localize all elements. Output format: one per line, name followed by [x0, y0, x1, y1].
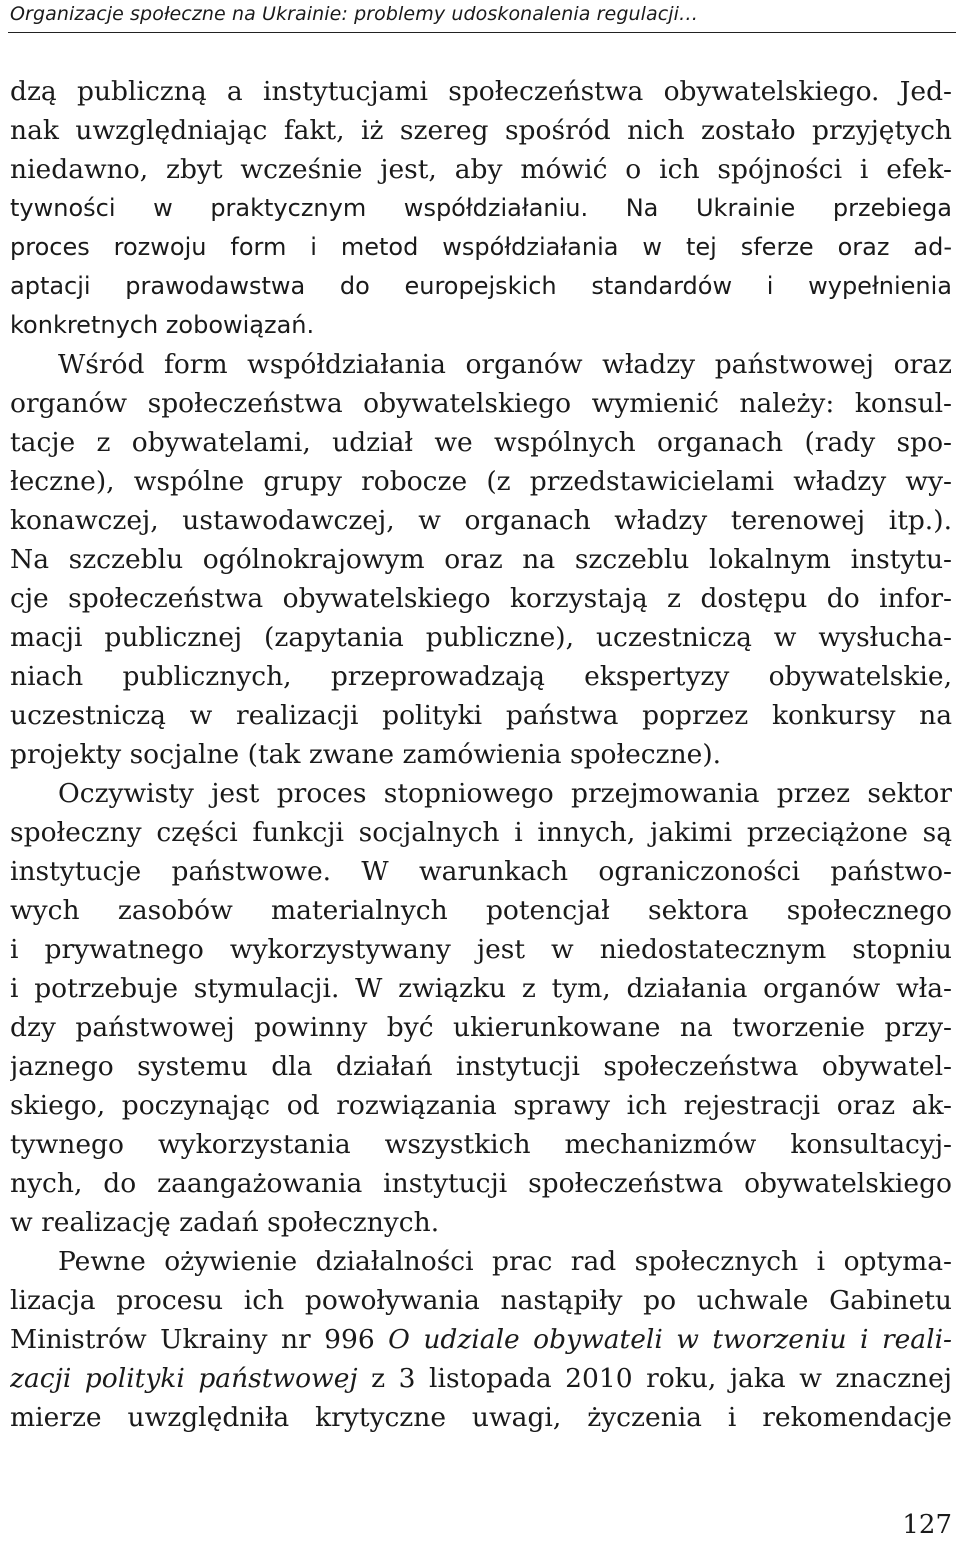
text-line: cje społeczeństwa obywatelskiego korzystają z dostępu do infor-	[10, 583, 952, 614]
text-line: uczestniczą w realizacji polityki państwa poprzez konkursy na	[10, 700, 952, 731]
text-line: społeczny części funkcji socjalnych i innych, jakimi przeciążone są	[10, 817, 952, 848]
paragraph-1	[10, 72, 952, 345]
text-line	[10, 1320, 952, 1359]
text-line: Wśród form współdziałania organów władzy państwowej oraz	[58, 349, 952, 380]
header-rule	[8, 32, 956, 33]
text-line: Na szczeblu ogólnokrajowym oraz na szczeblu lokalnym instytu-	[10, 544, 952, 575]
text-line: projekty socjalne (tak zwane zamówienia społeczne).	[10, 739, 722, 770]
text-line: Oczywisty jest proces stopniowego przejmowania przez sektor	[58, 778, 952, 809]
page-number: 127	[902, 1510, 952, 1540]
running-head: Organizacje społeczne na Ukrainie: problemy udoskonalenia regulacji…	[10, 3, 699, 25]
line-segment: Ministrów Ukrainy nr 996	[10, 1324, 389, 1355]
text-line: wych zasobów materialnych potencjał sektora społecznego	[10, 895, 952, 926]
text-line: i potrzebuje stymulacji. W związku z tym, działania organów wła-	[10, 973, 952, 1004]
body-text	[10, 72, 952, 1437]
text-line: dzą publiczną a instytucjami społeczeństwa obywatelskiego. Jed-	[10, 76, 952, 107]
text-line: i prywatnego wykorzystywany jest w niedostatecznym stopniu	[10, 934, 952, 965]
text-line	[10, 1359, 952, 1398]
text-line: w realizację zadań społecznych.	[10, 1207, 440, 1238]
document-title-italic: zacji polityki państwowej	[10, 1363, 358, 1394]
text-line: tacje z obywatelami, udział we wspólnych organach (rady spo-	[10, 427, 952, 458]
paragraph-4	[10, 1242, 952, 1437]
text-line: konkretnych zobowiązań.	[10, 311, 315, 339]
text-line: instytucje państwowe. W warunkach ograniczoności państwo-	[10, 856, 952, 887]
text-line: aptacji prawodawstwa do europejskich standardów i wypełnienia	[10, 272, 952, 300]
text-line: macji publicznej (zapytania publiczne), uczestniczą w wysłucha-	[10, 622, 952, 653]
text-line: proces rozwoju form i metod współdziałania w tej sferze oraz ad-	[10, 233, 952, 261]
text-line: tywności w praktycznym współdziałaniu. Na Ukrainie przebiega	[10, 194, 952, 222]
text-line: dzy państwowej powinny być ukierunkowane na tworzenie przy-	[10, 1012, 952, 1043]
text-line: niedawno, zbyt wcześnie jest, aby mówić o ich spójności i efek-	[10, 154, 952, 185]
text-line: konawczej, ustawodawczej, w organach władzy terenowej itp.).	[10, 505, 952, 536]
document-title-italic: O udziale obywateli w tworzeniu i reali-	[388, 1324, 952, 1355]
text-line: niach publicznych, przeprowadzają ekspertyzy obywatelskie,	[10, 661, 952, 692]
paragraph-2	[10, 345, 952, 774]
paragraph-3	[10, 774, 952, 1242]
text-line: mierze uwzględniła krytyczne uwagi, życzenia i rekomendacje	[10, 1402, 952, 1433]
text-line: lizacja procesu ich powoływania nastąpiły po uchwale Gabinetu	[10, 1285, 952, 1316]
text-line: jaznego systemu dla działań instytucji społeczeństwa obywatel-	[10, 1051, 952, 1082]
text-line: skiego, poczynając od rozwiązania sprawy ich rejestracji oraz ak-	[10, 1090, 952, 1121]
text-line: organów społeczeństwa obywatelskiego wymienić należy: konsul-	[10, 388, 952, 419]
text-line: nych, do zaangażowania instytucji społeczeństwa obywatelskiego	[10, 1168, 952, 1199]
text-line: Pewne ożywienie działalności prac rad społecznych i optyma-	[58, 1246, 952, 1277]
text-line: tywnego wykorzystania wszystkich mechanizmów konsultacyj-	[10, 1129, 952, 1160]
text-line: nak uwzględniając fakt, iż szereg spośród nich zostało przyjętych	[10, 115, 952, 146]
line-segment: z 3 listopada 2010 roku, jaka w znacznej	[357, 1363, 952, 1394]
text-line: łeczne), wspólne grupy robocze (z przedstawicielami władzy wy-	[10, 466, 952, 497]
